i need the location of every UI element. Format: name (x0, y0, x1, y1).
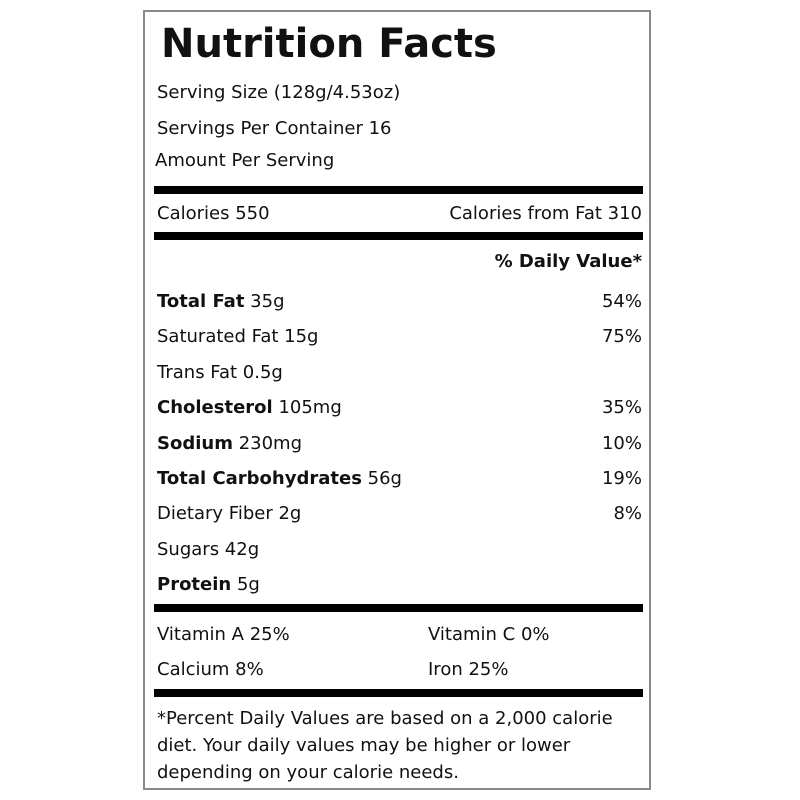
nutrient-amount: 5g (231, 574, 260, 595)
amount-per-serving: Amount Per Serving (155, 150, 335, 171)
nutrient-dv: 35% (601, 397, 642, 418)
thick-divider (154, 232, 643, 240)
nutrient-name: Sugars (157, 539, 220, 560)
nutrient-row-sugars (157, 539, 259, 561)
nutrient-row-cholesterol (157, 397, 342, 419)
nutrient-name: Total Carbohydrates (157, 468, 362, 489)
iron: Iron 25% (428, 659, 509, 680)
nutrient-amount: 56g (361, 468, 402, 489)
nutrient-amount: 2g (272, 503, 302, 524)
vitamin-c: Vitamin C 0% (428, 624, 550, 645)
nutrient-name: Cholesterol (157, 397, 273, 418)
nutrient-row-sodium (157, 433, 302, 455)
vitamin-a: Vitamin A 25% (157, 624, 290, 645)
label-title: Nutrition Facts (161, 21, 497, 67)
nutrient-dv: 75% (601, 326, 642, 347)
thick-divider (154, 186, 643, 194)
nutrient-name: Saturated Fat (157, 326, 279, 347)
nutrient-dv: 54% (601, 291, 642, 312)
nutrient-row-total-fat (157, 291, 285, 313)
nutrient-dv: 19% (601, 468, 642, 489)
nutrient-name: Dietary Fiber (157, 503, 273, 524)
calcium: Calcium 8% (157, 659, 264, 680)
nutrient-amount: 42g (219, 539, 260, 560)
nutrient-dv: 8% (613, 503, 642, 524)
nutrient-amount: 230mg (232, 433, 303, 454)
nutrition-facts-label (143, 10, 651, 790)
nutrient-row-dietary-fiber (157, 503, 301, 525)
nutrient-amount: 15g (278, 326, 319, 347)
nutrient-row-trans-fat (157, 362, 283, 384)
nutrient-amount: 0.5g (237, 362, 283, 383)
nutrient-name: Sodium (157, 433, 233, 454)
nutrient-row-saturated-fat (157, 326, 318, 348)
nutrient-dv: 10% (601, 433, 642, 454)
nutrient-amount: 35g (244, 291, 285, 312)
nutrient-row-total-carbohydrates (157, 468, 402, 490)
nutrient-name: Total Fat (157, 291, 245, 312)
calories-from-fat: Calories from Fat 310 (449, 203, 642, 224)
nutrient-amount: 105mg (272, 397, 342, 418)
nutrient-name: Protein (157, 574, 232, 595)
nutrient-row-protein (157, 574, 260, 596)
footnote: *Percent Daily Values are based on a 2,000 calorie diet. Your daily values may be higher or lower depending on your calorie needs. (157, 708, 613, 783)
daily-value-header: % Daily Value* (494, 251, 642, 272)
thick-divider (154, 689, 643, 697)
calories: Calories 550 (157, 203, 270, 224)
nutrient-name: Trans Fat (157, 362, 238, 383)
servings-per-container: Servings Per Container 16 (157, 118, 392, 139)
serving-size: Serving Size (128g/4.53oz) (157, 82, 401, 103)
thick-divider (154, 604, 643, 612)
